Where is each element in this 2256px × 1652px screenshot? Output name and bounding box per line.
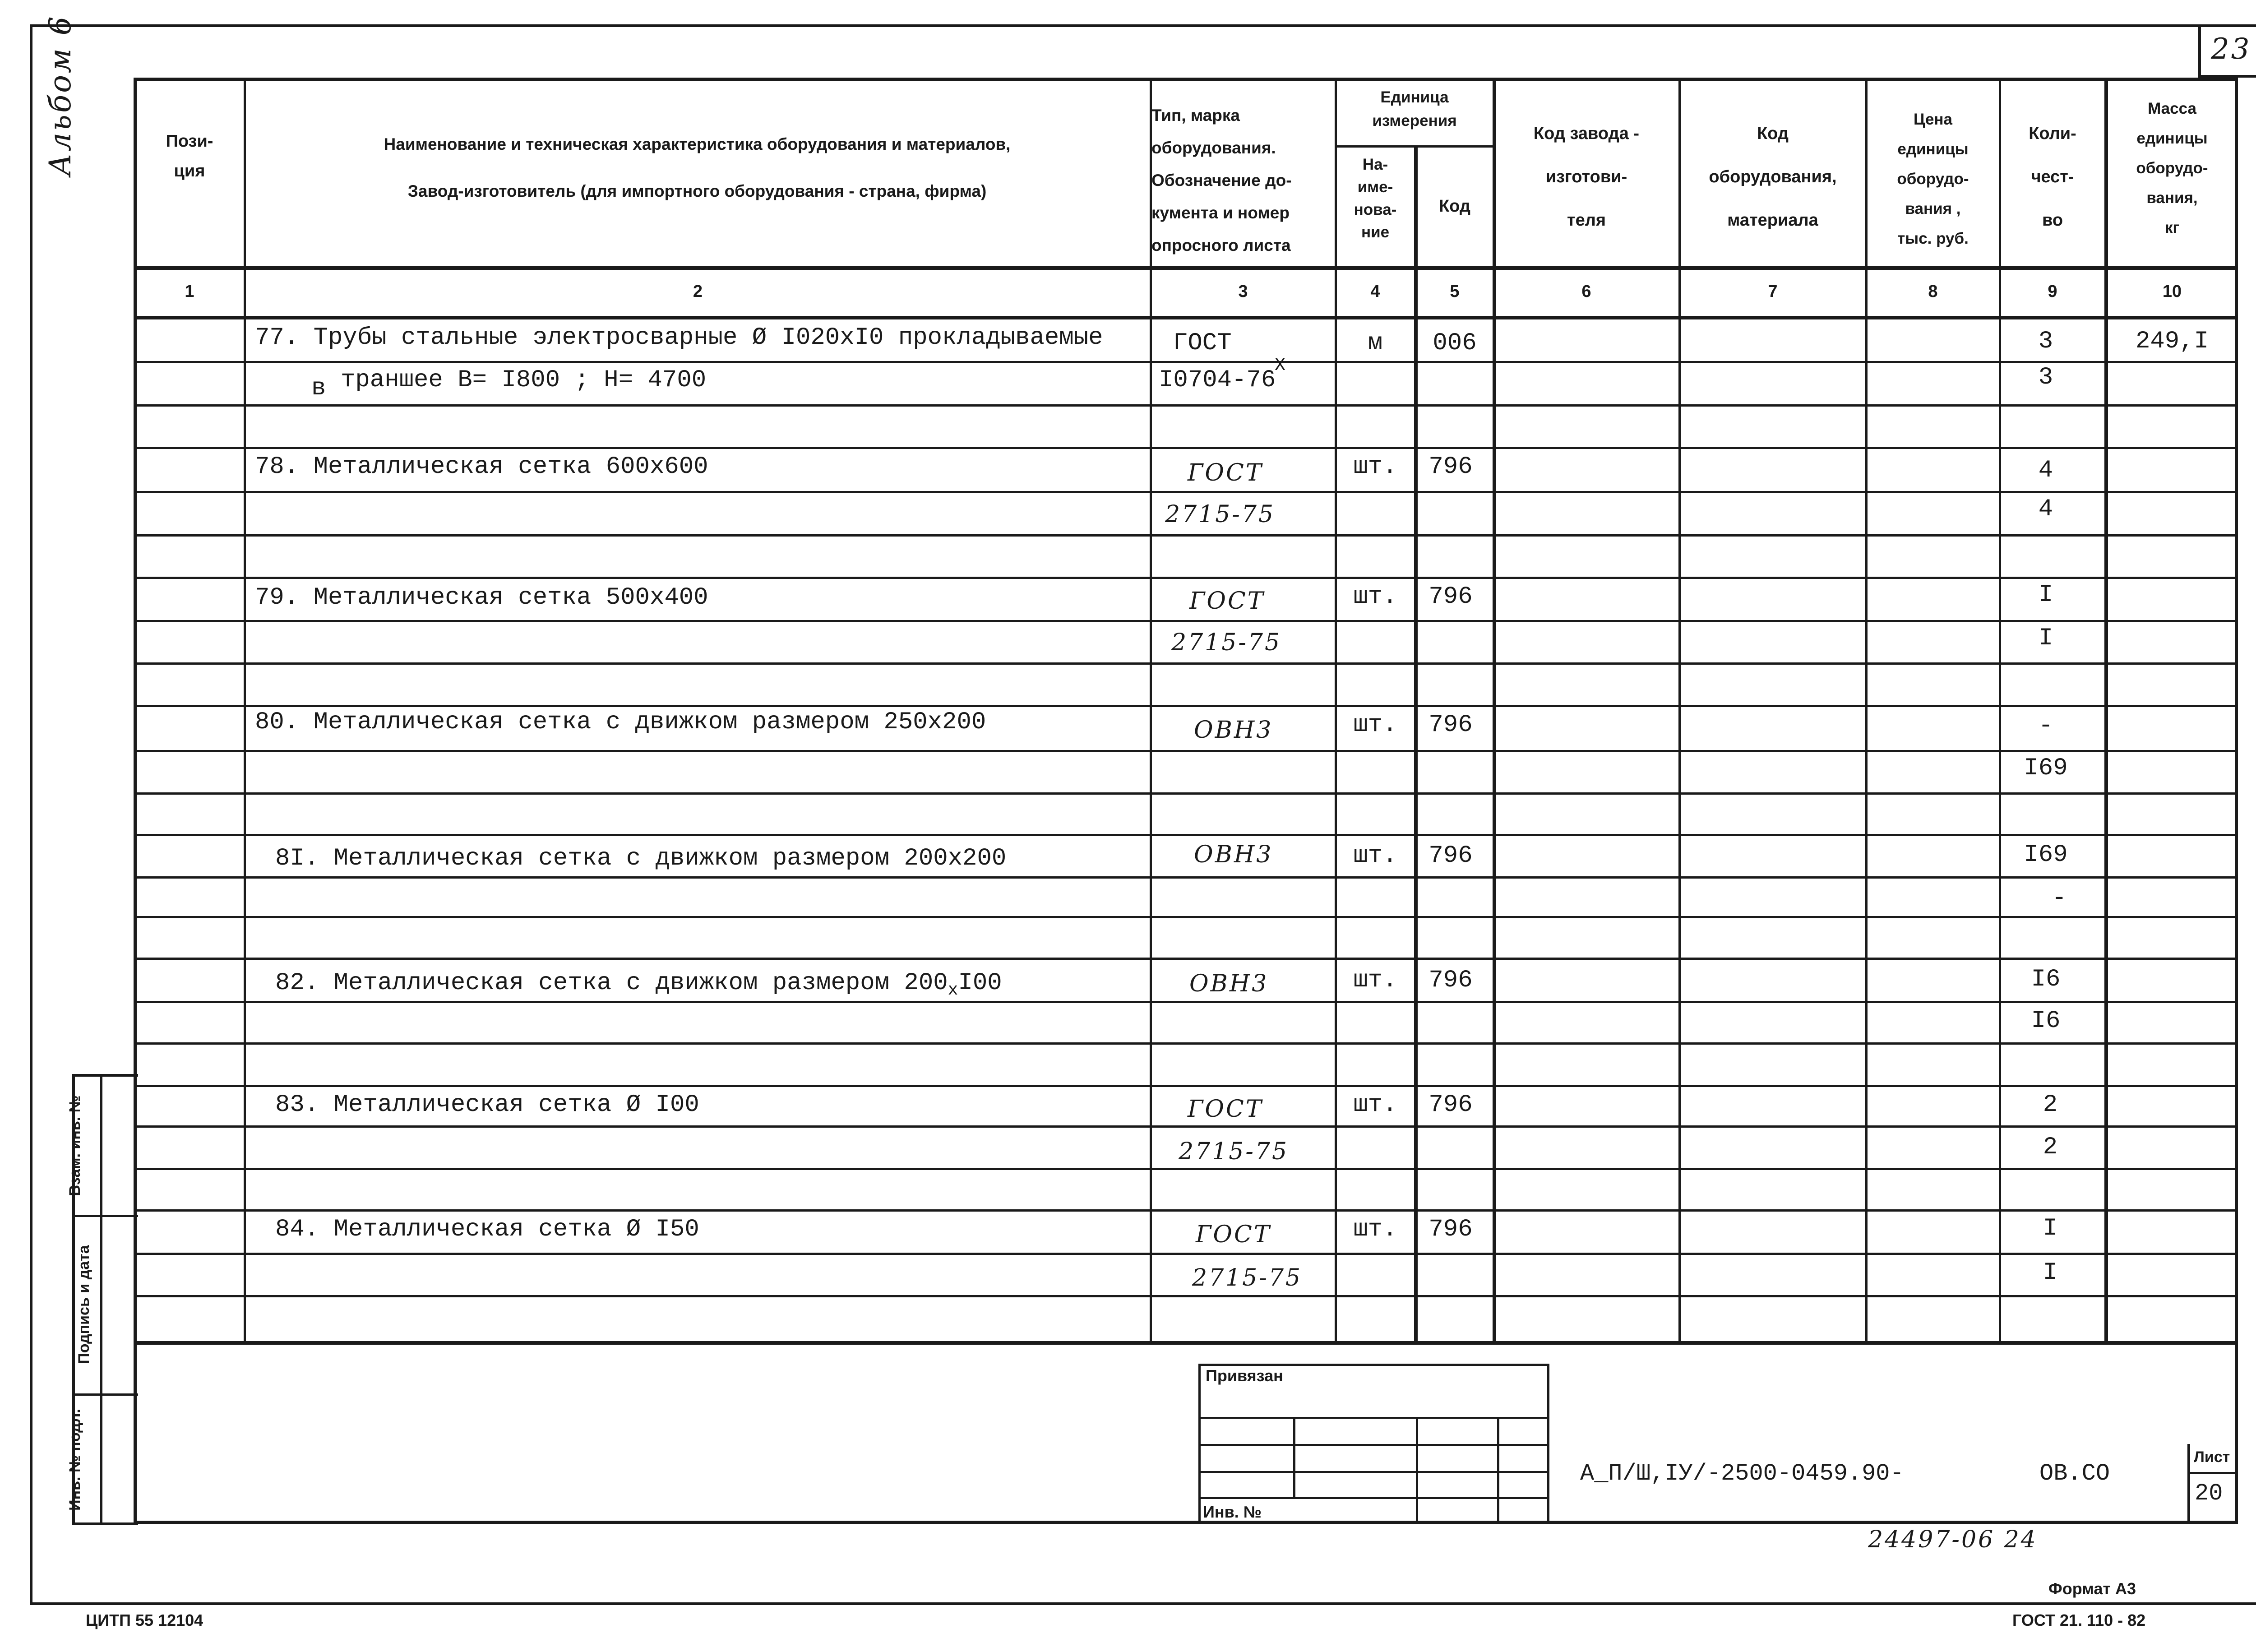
- side-label-signature-date: Подпись и дата: [75, 1245, 92, 1364]
- item-qty: I: [2038, 625, 2053, 652]
- item-doc: ОВН3: [1189, 970, 1269, 997]
- item-doc: ГОСТ: [1196, 1221, 1271, 1248]
- item-doc: ГОСТ: [1188, 459, 1263, 486]
- header-unit-name: На- име- нова- ние: [1354, 156, 1397, 241]
- item-code: 796: [1428, 1216, 1473, 1243]
- item-name: 82. Металлическая сетка с движком размером $200_xI00$: [275, 969, 1002, 1000]
- column-number: 2: [693, 282, 703, 301]
- item-unit: шт.: [1353, 711, 1397, 739]
- item-doc: ОВН3: [1194, 841, 1273, 868]
- column-number: 1: [185, 282, 194, 301]
- header-plant-code: Код завода - изготови- теля: [1533, 124, 1640, 230]
- sheet-number: 20: [2195, 1480, 2223, 1507]
- header-mass: Масса единицы оборудо- вания, кг: [2136, 100, 2208, 236]
- column-number: 6: [1581, 282, 1591, 301]
- item-name: 80. Металлическая сетка с движком размером 250х200: [255, 708, 986, 736]
- item-mass: 249,I: [2135, 328, 2209, 355]
- corner-sheet-number: 23: [2211, 32, 2251, 66]
- item-unit: шт.: [1353, 1216, 1397, 1243]
- column-number: 9: [2048, 282, 2057, 301]
- item-qty: I: [2043, 1259, 2058, 1286]
- header-position: Пози- ция: [166, 132, 213, 180]
- column-number: 10: [2162, 282, 2182, 301]
- item-qty: -: [2038, 712, 2053, 740]
- item-code: 796: [1428, 1091, 1473, 1119]
- left-code: ЦИТП 55 12104: [86, 1611, 203, 1629]
- section-code: ОВ.СО: [2039, 1460, 2110, 1487]
- header-price: Цена единицы оборудо- вания , тыс. руб.: [1897, 111, 1969, 247]
- item-code: 796: [1428, 453, 1473, 481]
- item-doc: ГОСТ: [1189, 588, 1265, 615]
- document-designation: А_П/Ш,IУ/-2500-0459.90-: [1580, 1460, 1904, 1487]
- item-name: 77. Трубы стальные электросварные Ø I020xI0 прокладываемые: [255, 324, 1103, 352]
- item-code: 796: [1428, 967, 1473, 994]
- item-qty: I69: [2024, 754, 2068, 782]
- column-number: 4: [1370, 282, 1380, 301]
- item-name-subscript: x: [948, 981, 958, 1000]
- item-qty: 4: [2038, 457, 2053, 484]
- header-equipment-code: Код оборудования, материала: [1709, 124, 1837, 230]
- item-unit: шт.: [1353, 1091, 1397, 1119]
- right-code: ГОСТ 21. 110 - 82: [2012, 1611, 2146, 1629]
- item-qty: -: [2052, 884, 2067, 912]
- item-qty: 2: [2043, 1091, 2058, 1119]
- header-unit-code: Код: [1438, 197, 1471, 216]
- header-name: Наименование и техническая характеристика оборудования и материалов, Завод-изготовитель (для импортного оборудования - страна, фирма): [384, 135, 1011, 200]
- item-qty: I69: [2024, 841, 2068, 869]
- item-qty: I: [2038, 581, 2053, 609]
- item-doc-number: 2715-75: [1165, 501, 1276, 528]
- item-qty: I: [2043, 1215, 2058, 1242]
- item-doc: ОВН3: [1194, 717, 1273, 744]
- item-unit: шт.: [1353, 453, 1397, 481]
- item-qty: 4: [2038, 495, 2053, 523]
- archive-number: 24497-06 24: [1868, 1526, 2038, 1553]
- bound-label: Привязан: [1206, 1366, 1283, 1385]
- header-unit: Единица измерения: [1372, 88, 1457, 130]
- sheet-label: Лист: [2194, 1448, 2230, 1466]
- format-label: Формат А3: [2048, 1579, 2136, 1598]
- item-name: 78. Металлическая сетка 600х600: [255, 453, 708, 481]
- header-type: Тип, марка оборудования. Обозначение до- кумента и номер опросного листа: [1151, 106, 1292, 255]
- item-unit: м: [1368, 329, 1383, 357]
- item-unit: шт.: [1353, 842, 1397, 870]
- item-qty: 3: [2038, 364, 2053, 391]
- item-unit: шт.: [1353, 967, 1397, 994]
- item-name-prefix: в: [311, 375, 326, 402]
- item-doc-superscript: X: [1275, 356, 1286, 376]
- header-quantity: Коли- чест- во: [2029, 124, 2076, 230]
- column-number: 8: [1928, 282, 1938, 301]
- item-qty: 2: [2043, 1134, 2058, 1161]
- item-name: 84. Металлическая сетка Ø I50: [275, 1216, 699, 1243]
- item-code: 796: [1428, 711, 1473, 739]
- item-code: 796: [1428, 583, 1473, 611]
- column-number: 3: [1238, 282, 1248, 301]
- item-code: 006: [1433, 329, 1477, 357]
- item-unit: шт.: [1353, 583, 1397, 611]
- column-number: 5: [1450, 282, 1460, 301]
- item-name-line2: траншее В= I800 ; Н= 4700: [341, 366, 707, 394]
- item-qty: 3: [2038, 328, 2053, 355]
- item-doc-number: 2715-75: [1192, 1264, 1303, 1291]
- item-name: 83. Металлическая сетка Ø I00: [275, 1091, 699, 1119]
- item-name: 79. Металлическая сетка 500х400: [255, 584, 708, 611]
- inv-label: Инв. №: [1203, 1503, 1262, 1521]
- side-label-original-inv: Инв. № подл.: [66, 1409, 83, 1511]
- item-qty: I6: [2031, 966, 2061, 993]
- item-doc-number: 2715-75: [1179, 1138, 1289, 1165]
- item-doc: ГОСТ: [1173, 329, 1232, 357]
- side-label-replace-inv: Взам. инв. №: [66, 1095, 83, 1196]
- item-doc-number: I0704-76: [1159, 366, 1276, 394]
- column-number: 7: [1768, 282, 1778, 301]
- item-name: 8I. Металлическая сетка с движком размером 200х200: [275, 845, 1007, 872]
- item-qty: I6: [2031, 1007, 2061, 1035]
- album-label: Альбом 6: [43, 14, 78, 176]
- item-doc-number: 2715-75: [1171, 629, 1282, 656]
- item-doc: ГОСТ: [1188, 1096, 1263, 1123]
- item-code: 796: [1428, 842, 1473, 870]
